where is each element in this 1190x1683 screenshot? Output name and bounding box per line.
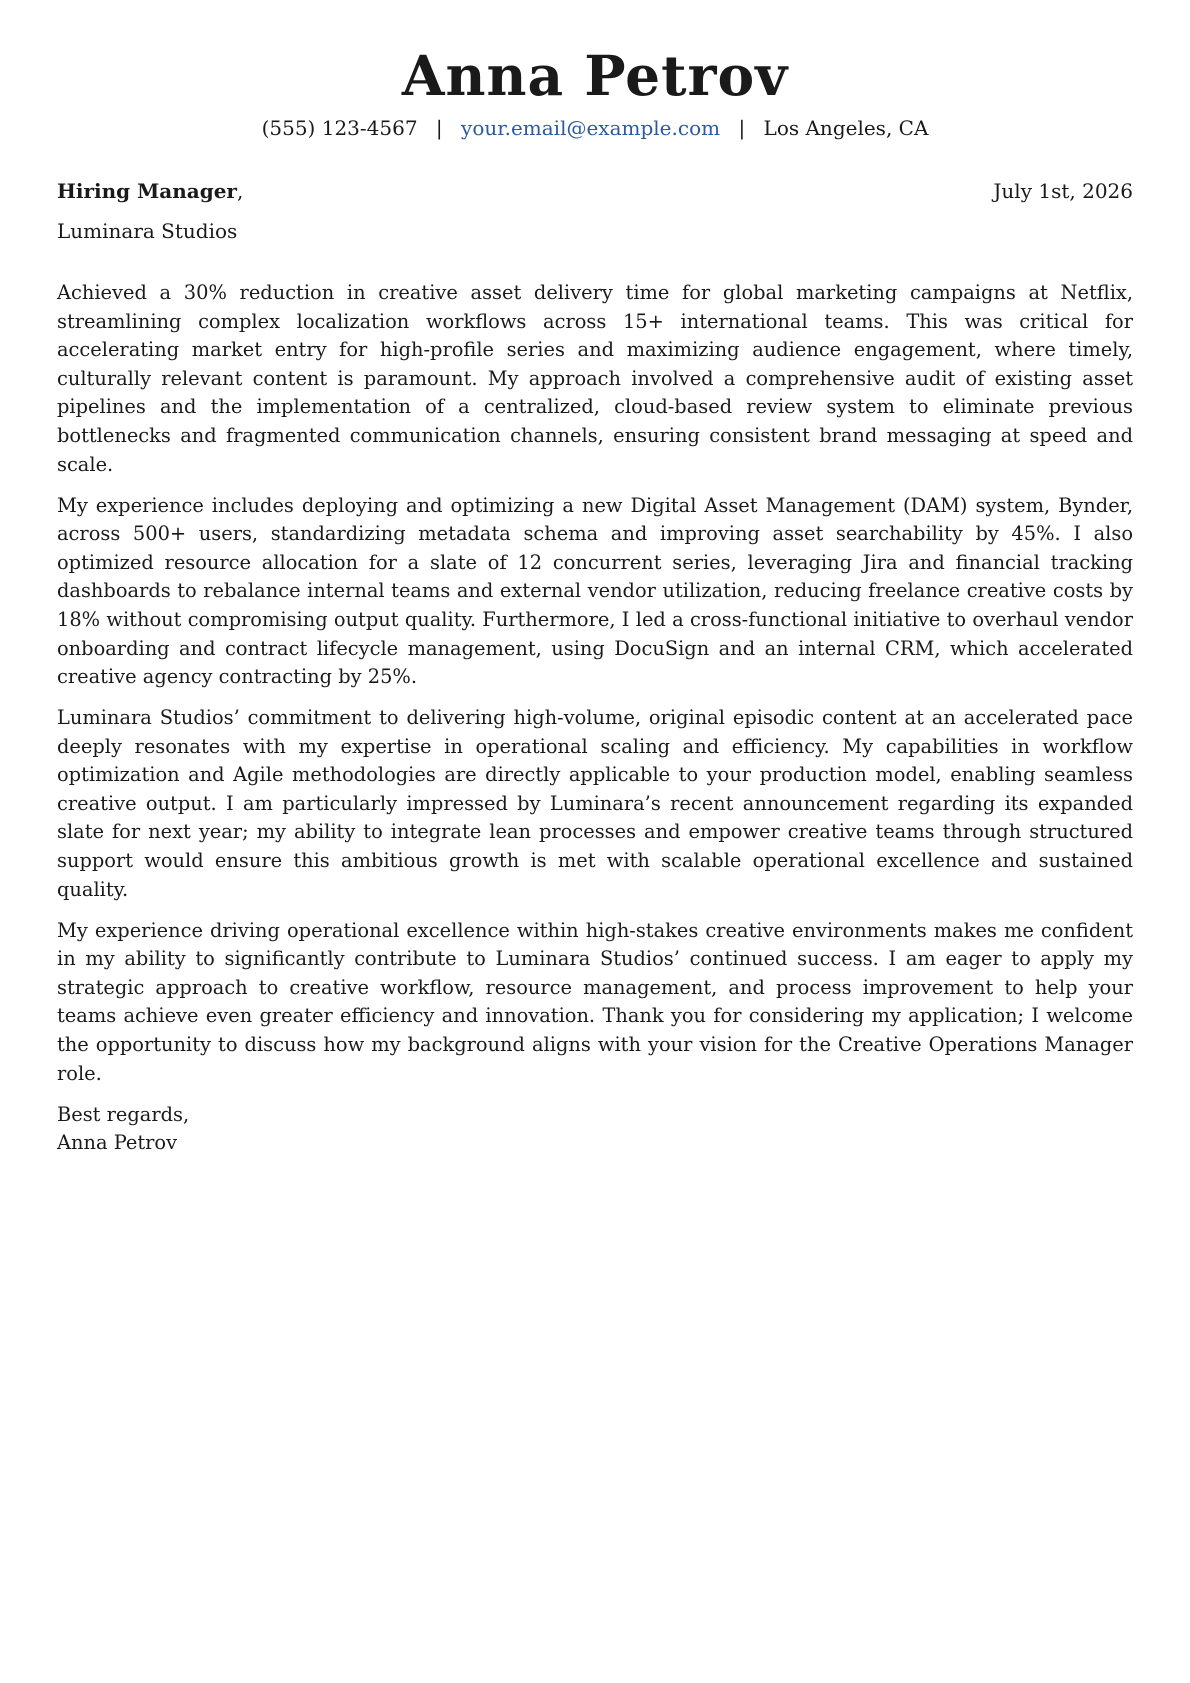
- letter-date: July 1st, 2026: [993, 179, 1133, 203]
- recipient: [57, 176, 243, 206]
- recipient-name: Hiring Manager: [57, 179, 237, 203]
- phone-number: (555) 123-4567: [261, 116, 418, 140]
- applicant-name: Anna Petrov: [401, 43, 789, 108]
- signature-name: Anna Petrov: [57, 1131, 178, 1155]
- recipient-company: Luminara Studios: [57, 219, 238, 243]
- cover-letter-page: [57, 0, 1133, 1683]
- letter-body: [57, 279, 1133, 1158]
- recipient-row: [57, 176, 1133, 206]
- location: Los Angeles, CA: [763, 116, 929, 140]
- closing-salutation: Best regards,: [57, 1102, 190, 1126]
- body-paragraph: My experience includes deploying and optimizing a new Digital Asset Management (DAM) system, Bynder, across 500+ users, standardizing metadata schema and improving asset searchability by 45%. I also optimized resource allocation for a slate of 12 concurrent series, leveraging Jira and financial tracking dashboards to rebalance internal teams and external vendor utilization, reducing freelance creative costs by 18% without compromising output quality. Furthermore, I led a cross-functional initiative to overhaul vendor onboarding and contract lifecycle management, using DocuSign and an internal CRM, which accelerated creative agency contracting by 25%.: [57, 493, 1133, 689]
- body-paragraph: Achieved a 30% reduction in creative asset delivery time for global marketing campaigns at Netflix, streamlining complex localization workflows across 15+ international teams. This was critical for accelerating market entry for high-profile series and maximizing audience engagement, where timely, culturally relevant content is paramount. My approach involved a comprehensive audit of existing asset pipelines and the implementation of a centralized, cloud-based review system to eliminate previous bottlenecks and fragmented communication channels, ensuring consistent brand messaging at speed and scale.: [57, 281, 1133, 476]
- email-link[interactable]: your.email@example.com: [461, 116, 721, 140]
- closing-block: [57, 1101, 1133, 1158]
- contact-separator: |: [738, 116, 746, 140]
- contact-line: [57, 113, 1133, 143]
- recipient-suffix: ,: [236, 179, 244, 203]
- contact-separator: |: [435, 116, 443, 140]
- body-paragraph: Luminara Studios’ commitment to delivering high-volume, original episodic content at an accelerated pace deeply resonates with my expertise in operational scaling and efficiency. My capabilities in workflow optimization and Agile methodologies are directly applicable to your production model, enabling seamless creative output. I am particularly impressed by Luminara’s recent announcement regarding its expanded slate for next year; my ability to integrate lean processes and empower creative teams through structured support would ensure this ambitious growth is met with scalable operational excellence and sustained quality.: [57, 706, 1133, 901]
- body-paragraph: My experience driving operational excellence within high-stakes creative environments makes me confident in my ability to significantly contribute to Luminara Studios’ continued success. I am eager to apply my strategic approach to creative workflow, resource management, and process improvement to help your teams achieve even greater efficiency and innovation. Thank you for considering my application; I welcome the opportunity to discuss how my background aligns with your vision for the Creative Operations Manager role.: [57, 918, 1133, 1085]
